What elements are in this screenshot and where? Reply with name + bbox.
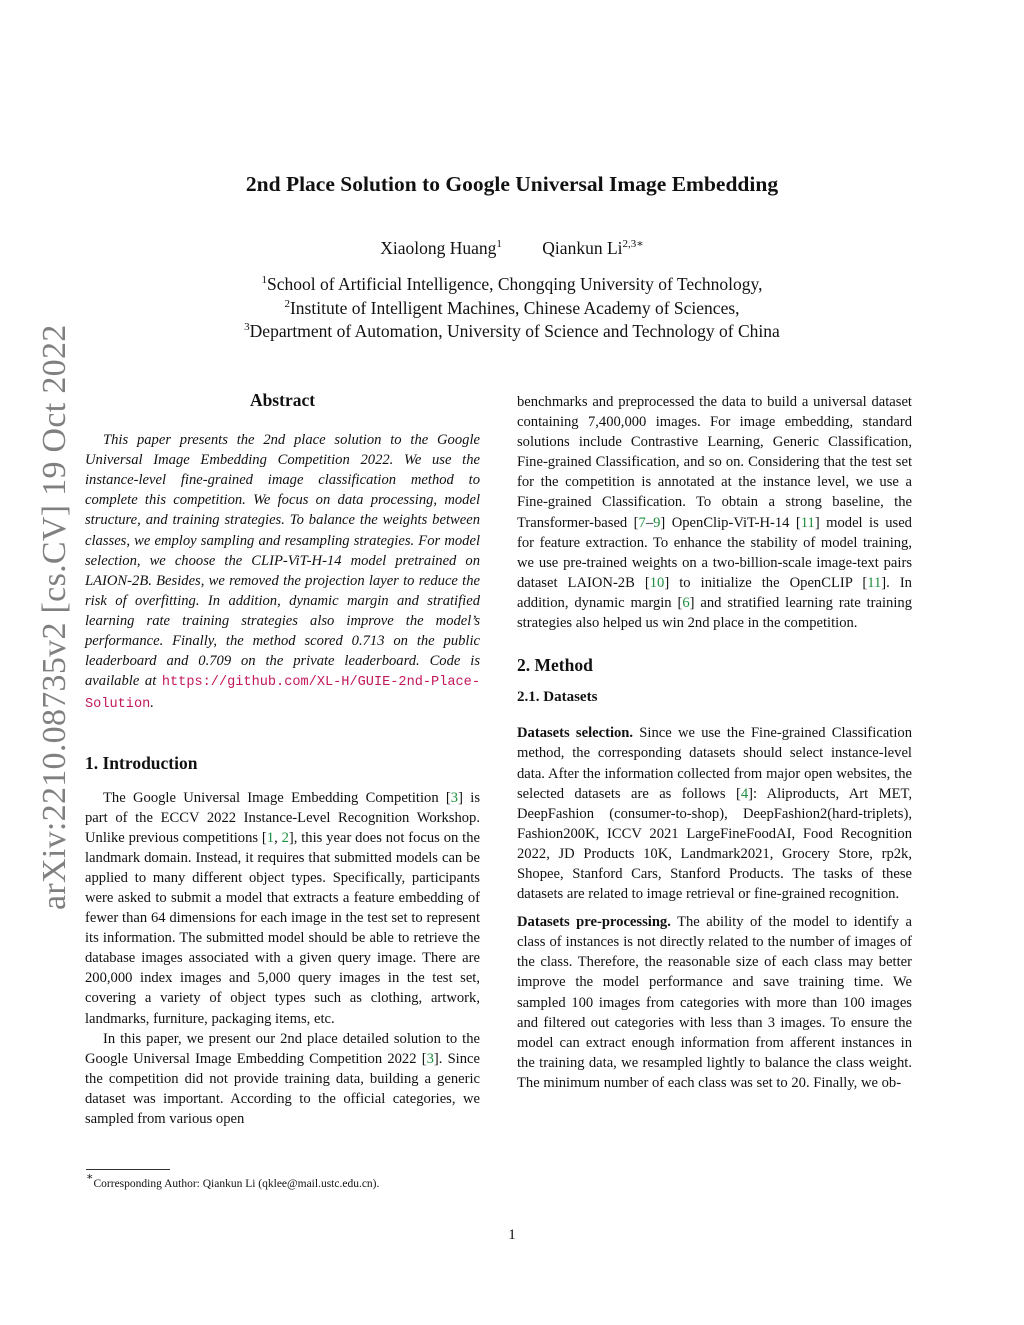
text: ] and stratified learning rate training strategies also helped us win 2nd place in the competition. — [517, 594, 913, 632]
author-list — [0, 238, 1024, 259]
text: ] OpenClip-ViT-H-14 [ — [660, 514, 801, 531]
text: ], this year does not focus on the landmark domain. Instead, it requires that submitted models can be applied to many different object types. Specifically, participants were asked to submit a model that extracts a feature embedding of fewer than 64 dimensions for each image in the test set to represent its information. The submitted model should be able to retrieve the database images associated with a given query image. There are 200,000 index images and 5,000 query images in the test set, covering a variety of object types such as clothing, artwork, landmarks, furniture, packaging items, etc. — [85, 829, 480, 1027]
text: The Google Universal Image Embedding Competition [ — [103, 789, 451, 806]
footnote-rule — [86, 1169, 170, 1170]
author-name: Xiaolong Huang — [380, 238, 497, 258]
citation-link[interactable]: 11 — [867, 574, 882, 591]
text: ] to initialize the OpenCLIP [ — [664, 574, 868, 591]
footnote-text: Corresponding Author: Qiankun Li (qklee@mail.ustc.edu.cn). — [93, 1178, 380, 1190]
abstract-end: . — [150, 695, 154, 712]
text: – — [645, 514, 654, 531]
text: , — [274, 829, 282, 846]
citation-link[interactable]: 11 — [800, 514, 815, 531]
author-sup: 2,3∗ — [622, 238, 644, 250]
text: Since we use the Fine-grained Classification method, the corresponding datasets should select instance-level data. After the information collected from major open websites, the selected datasets are as follows [ — [517, 725, 912, 802]
affiliation-sup: 3 — [244, 321, 250, 333]
subsection-heading-datasets: 2.1. Datasets — [517, 689, 598, 706]
section-heading-introduction: 1. Introduction — [85, 753, 198, 774]
section-heading-method: 2. Method — [517, 655, 593, 676]
paragraph-title: Datasets pre-processing. — [517, 914, 671, 931]
footnote-mark: ∗ — [86, 1171, 94, 1183]
affiliation-text: Institute of Intelligent Machines, Chinese Academy of Sciences, — [289, 298, 740, 318]
datasets-preprocessing-paragraph — [517, 912, 912, 1093]
text: ]: Aliproducts, Art MET, DeepFashion (consumer-to-shop), DeepFashion2(hard-triplets), Fashion200K, ICCV 2021 LargeFineFoodAI, Food Recognition 2022, JD Products 10K, Landmark2021, Grocery Store, rp2k, Shopee, Stanford Cars, Stanford Products. The tasks of these datasets are related to image retrieval or fine-grained recognition. — [517, 785, 912, 903]
abstract-body — [85, 430, 480, 715]
text: ]. In addition, dynamic margin [ — [517, 574, 912, 611]
affiliation-text: School of Artificial Intelligence, Chongqing University of Technology, — [267, 274, 763, 294]
citation-link[interactable]: 6 — [682, 594, 690, 611]
affiliation-sup: 2 — [284, 298, 290, 310]
paragraph-title: Datasets selection. — [517, 725, 634, 742]
affiliation-3 — [0, 321, 1024, 342]
left-column — [85, 390, 480, 1129]
page-number: 1 — [508, 1227, 516, 1243]
citation-link[interactable]: 2 — [281, 829, 289, 846]
text: ]. Since the competition did not provide training data, building a generic dataset was important. According to the official categories, we sampled from various open — [85, 1050, 480, 1127]
text: ] model is used for feature extraction. To enhance the stability of model training, we use pre-trained weights on a two-billion-scale image-text pairs dataset LAION-2B [ — [517, 514, 912, 591]
code-link[interactable]: https://github.com/XL-H/GUIE-2nd-Place-Solution — [85, 675, 480, 713]
citation-link[interactable]: 3 — [426, 1050, 434, 1067]
datasets-selection-paragraph — [517, 723, 912, 904]
citation-link[interactable]: 3 — [450, 789, 459, 806]
right-column — [517, 392, 912, 1093]
affiliation-text: Department of Automation, University of Science and Technology of China — [249, 321, 780, 341]
citation-link[interactable]: 4 — [740, 785, 749, 802]
arxiv-stamp[interactable]: arXiv:2210.08735v2 [cs.CV] 19 Oct 2022 — [36, 324, 73, 910]
citation-link[interactable]: 7 — [638, 514, 646, 531]
affiliation-1 — [0, 274, 1024, 295]
abstract-text: This paper presents the 2nd place solution to the Google Universal Image Embedding Competition 2022. We use the instance-level fine-grained image classification method to complete this competition. We focus on data processing, model structure, and training strategies. To balance the weights between classes, we employ sampling and resampling strategies. For model selection, we choose the CLIP-ViT-H-14 model pretrained on LAION-2B. Besides, we removed the projection layer to reduce the risk of overfitting. In addition, dynamic margin and stratified learning rate training strategies also improve the model’s performance. Finally, the method scored 0.713 on the public leaderboard and 0.709 on the private leaderboard. Code is available at — [85, 432, 480, 690]
abstract-heading: Abstract — [249, 390, 316, 410]
author-sup: 1 — [496, 238, 502, 250]
author-name: Qiankun Li — [542, 238, 623, 258]
citation-link[interactable]: 9 — [653, 514, 661, 531]
intro-paragraph-1 — [85, 788, 480, 1029]
citation-link[interactable]: 1 — [266, 829, 275, 846]
intro-continued — [517, 392, 912, 633]
author-2 — [542, 238, 643, 258]
footnote — [86, 1171, 380, 1190]
text: The ability of the model to identify a class of instances is not directly related to the number of images of the class. Therefore, the reasonable size of each class may better improve the model performance and save training time. We sampled 100 images from categories with more than 100 images and filtered out categories with less than 3 images. To ensure the model can extract enough information from afferent instances in the training data, we resampled lightly to balance the class weight. The minimum number of each class was set to 20. Finally, we ob- — [517, 914, 913, 1091]
text: benchmarks and preprocessed the data to build a universal dataset containing 7,400,000 images. For image embedding, standard solutions include Contrastive Learning, Generic Classification, Fine-grained Classification, and so on. Considering that the test set for the competition is annotated at the instance level, we use a Fine-grained Classification. To obtain a strong baseline, the Transformer-based [ — [517, 394, 912, 531]
affiliation-2 — [0, 298, 1024, 319]
text: In this paper, we present our 2nd place detailed solution to the Google Universal Image Embedding Competition 2022 [ — [85, 1030, 480, 1067]
citation-link[interactable]: 10 — [649, 574, 665, 591]
text: ] is part of the ECCV 2022 Instance-Level Recognition Workshop. Unlike previous competitions [ — [85, 789, 480, 846]
affiliation-sup: 1 — [261, 274, 267, 286]
paper-title: 2nd Place Solution to Google Universal Image Embedding — [245, 172, 779, 196]
author-1 — [380, 238, 502, 258]
intro-paragraph-2 — [85, 1029, 480, 1129]
